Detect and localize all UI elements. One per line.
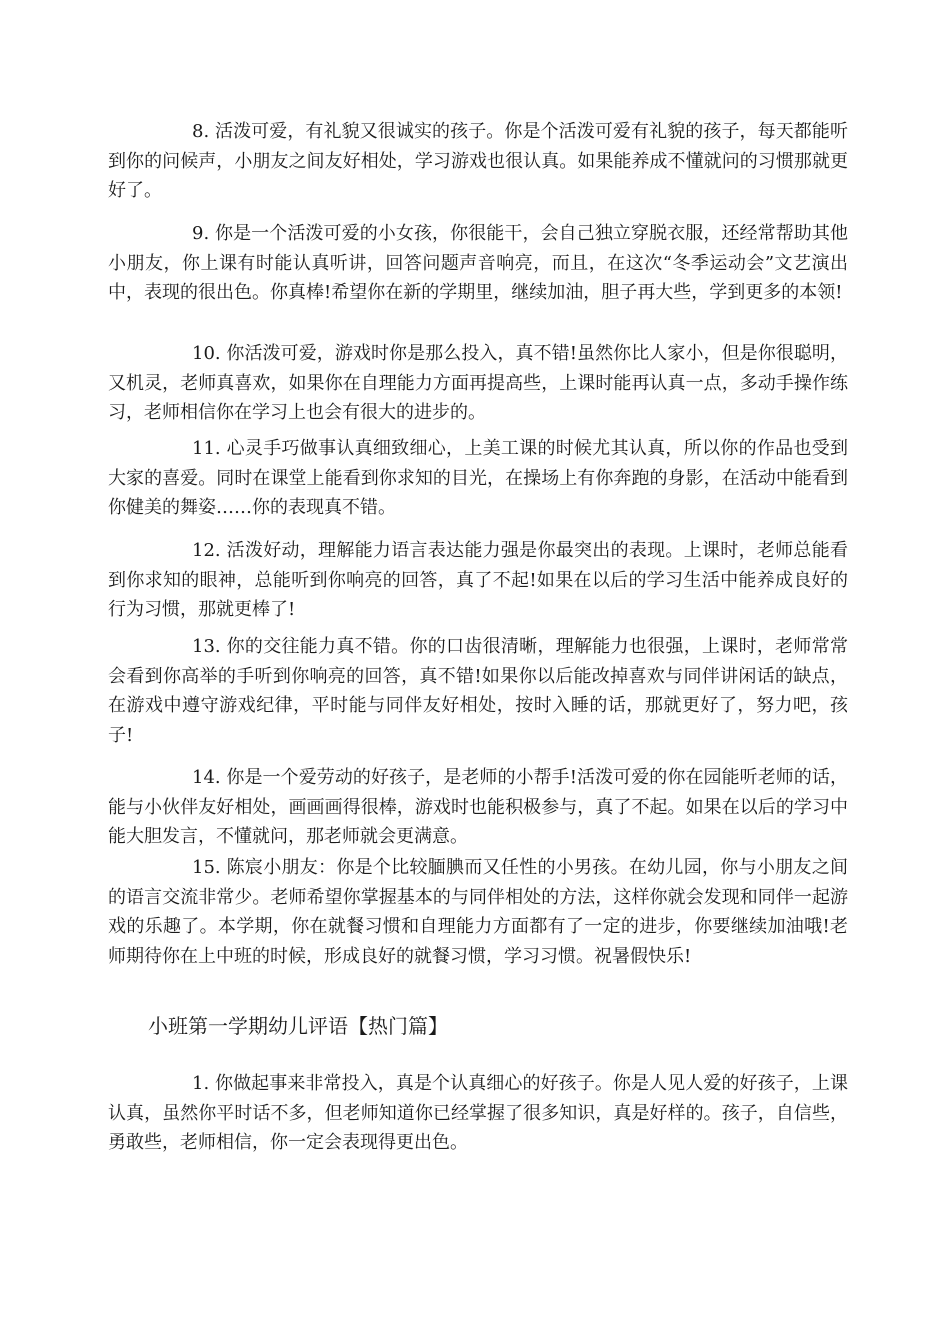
comment-paragraph-13: 13. 你的交往能力真不错。你的口齿很清晰，理解能力也很强，上课时，老师常常会看到你高举的手听到你响亮的回答，真不错!如果你以后能改掉喜欢与同伴讲闲话的缺点，在游戏中遵守游戏纪律，平时能与同伴友好相处，按时入睡的话，那就更好了，努力吧，孩子!: [108, 636, 848, 746]
comment-paragraph-10: 10. 你活泼可爱，游戏时你是那么投入，真不错!虽然你比人家小，但是你很聪明，又机灵，老师真喜欢，如果你在自理能力方面再提高些，上课时能再认真一点，多动手操作练习，老师相信你在学习上也会有很大的进步的。: [108, 343, 848, 423]
comment-paragraph-14: 14. 你是一个爱劳动的好孩子，是老师的小帮手!活泼可爱的你在园能听老师的话，能与小伙伴友好相处，画画画得很棒，游戏时也能积极参与，真了不起。如果在以后的学习中能大胆发言，不懂就问，那老师就会更满意。: [108, 767, 848, 847]
comment-paragraph-9: 9. 你是一个活泼可爱的小女孩，你很能干，会自己独立穿脱衣服，还经常帮助其他小朋友，你上课有时能认真听讲，回答问题声音响亮，而且，在这次“冬季运动会”文艺演出中，表现的很出色。你真棒!希望你在新的学期里，继续加油，胆子再大些，学到更多的本领!: [108, 223, 848, 303]
section-heading: 小班第一学期幼儿评语【热门篇】: [148, 1014, 448, 1038]
comment-paragraph-15: 15. 陈宸小朋友：你是个比较腼腆而又任性的小男孩。在幼儿园，你与小朋友之间的语言交流非常少。老师希望你掌握基本的与同伴相处的方法，这样你就会发现和同伴一起游戏的乐趣了。本学期，你在就餐习惯和自理能力方面都有了一定的进步，你要继续加油哦!老师期待你在上中班的时候，形成良好的就餐习惯，学习习惯。祝暑假快乐!: [108, 857, 848, 967]
comment-paragraph-12: 12. 活泼好动，理解能力语言表达能力强是你最突出的表现。上课时，老师总能看到你求知的眼神，总能听到你响亮的回答，真了不起!如果在以后的学习生活中能养成良好的行为习惯，那就更棒了!: [108, 540, 848, 620]
comment-paragraph-11: 11. 心灵手巧做事认真细致细心，上美工课的时候尤其认真，所以你的作品也受到大家的喜爱。同时在课堂上能看到你求知的目光，在操场上有你奔跑的身影，在活动中能看到你健美的舞姿……你的表现真不错。: [108, 438, 848, 518]
comment-paragraph-8: 8. 活泼可爱，有礼貌又很诚实的孩子。你是个活泼可爱有礼貌的孩子，每天都能听到你的问候声，小朋友之间友好相处，学习游戏也很认真。如果能养成不懂就问的习惯那就更好了。: [108, 121, 848, 201]
comment-paragraph-1: 1. 你做起事来非常投入，真是个认真细心的好孩子。你是人见人爱的好孩子，上课认真，虽然你平时话不多，但老师知道你已经掌握了很多知识，真是好样的。孩子，自信些，勇敢些，老师相信，你一定会表现得更出色。: [108, 1073, 848, 1153]
